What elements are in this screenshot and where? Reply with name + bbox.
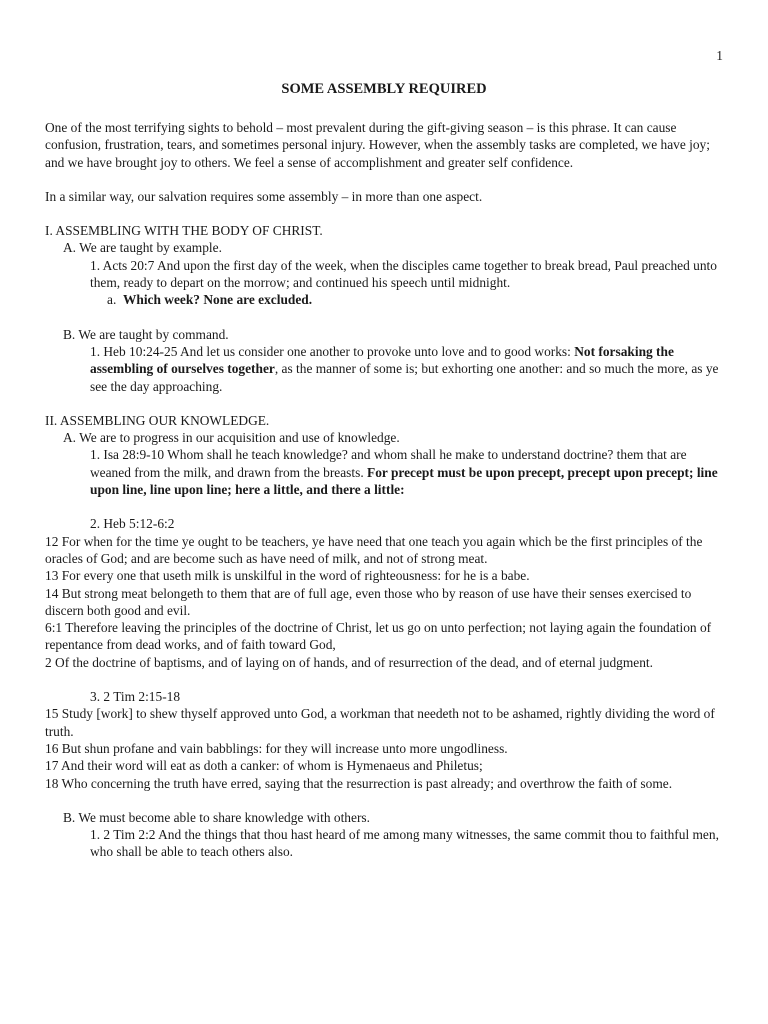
section-2-b1-tim: 1. 2 Tim 2:2 And the things that thou hast heard of me among many witnesses, the same commit thou to faithful men, who shall be able to teach others also. xyxy=(90,827,719,860)
section-2-a2-heb: 2. Heb 5:12-6:2 xyxy=(90,516,175,532)
document-body xyxy=(45,119,725,861)
heb-verse: 12 For when for the time ye ought to be teachers, ye have need that one teach you again which be the first principles of the oracles of God; and are become such as have need of milk, and not of strong meat. xyxy=(45,533,703,566)
section-2-a3-tim: 3. 2 Tim 2:15-18 xyxy=(90,689,181,705)
heb-verse: 14 But strong meat belongeth to them that are of full age, even those who by reason of use have their senses exercised to discern both good and evil. xyxy=(45,585,692,618)
tim-verse: 18 Who concerning the truth have erred, saying that the resurrection is past already; and overthrow the faith of some. xyxy=(45,775,673,791)
tim-verse: 17 And their word will eat as doth a canker: of whom is Hymenaeus and Philetus; xyxy=(45,758,483,774)
heb-verse: 6:1 Therefore leaving the principles of the doctrine of Christ, let us go on unto perfection; not laying again the foundation of repentance from dead works, and of faith toward God, xyxy=(45,620,712,653)
section-1-a1-acts: 1. Acts 20:7 And upon the first day of the week, when the disciples came together to break bread, Paul preached unto them, ready to depart on the morrow; and continued his speech until midnight. xyxy=(90,257,717,291)
a1-text-pre: 1. Isa 28:9-10 Whom shall he teach knowledge? and whom shall he make to understand doctrine? them that are weaned from the milk, and drawn from the breasts. xyxy=(90,447,687,480)
b1-text-bold: Not forsaking the assembling of ourselves together xyxy=(90,343,674,377)
page-number: 1 xyxy=(716,48,723,63)
section-2-a1-isa xyxy=(45,446,725,498)
heb-verse: 2 Of the doctrine of baptisms, and of laying on of hands, and of resurrection of the dead, and of eternal judgment. xyxy=(45,654,653,670)
document-title: SOME ASSEMBLY REQUIRED xyxy=(281,81,487,97)
b1-text-post: , as the manner of some is; but exhorting one another: and so much the more, as ye see the day approaching. xyxy=(90,361,719,394)
a1a-marker: a. xyxy=(107,292,117,308)
tim-verse: 16 But shun profane and vain babblings: for they will increase unto more ungodliness. xyxy=(45,740,508,756)
tim-verse: 15 Study [work] to shew thyself approved unto God, a workman that needeth not to be ashamed, rightly dividing the word of truth. xyxy=(45,706,715,739)
section-1-heading: I. ASSEMBLING WITH THE BODY OF CHRIST. xyxy=(45,223,323,239)
section-2-point-a: A. We are to progress in our acquisition and use of knowledge. xyxy=(63,430,400,446)
heb-verse: 13 For every one that useth milk is unskilful in the word of righteousness: for he is a babe. xyxy=(45,568,530,584)
section-1-a1a xyxy=(45,291,725,308)
section-1-b1-heb xyxy=(45,343,725,395)
intro-paragraph: One of the most terrifying sights to behold – most prevalent during the gift-giving season – is this phrase. It can cause confusion, frustration, tears, and sometimes personal injury. However, when the assembly tasks are completed, we have joy; and we have brought joy to others. We feel a sense of accomplishment and greater self confidence. xyxy=(45,120,710,170)
section-2-point-b: B. We must become able to share knowledge with others. xyxy=(63,809,370,825)
section-1-point-b: B. We are taught by command. xyxy=(63,326,229,342)
similar-paragraph: In a similar way, our salvation requires some assembly – in more than one aspect. xyxy=(45,188,483,204)
section-2-heading: II. ASSEMBLING OUR KNOWLEDGE. xyxy=(45,412,270,428)
a1a-text: Which week? None are excluded. xyxy=(123,292,313,308)
a1-text-bold: For precept must be upon precept, precept upon precept; line upon line, line upon line; here a little, and there a little: xyxy=(90,464,718,498)
section-1-point-a: A. We are taught by example. xyxy=(63,240,222,256)
b1-text-pre: 1. Heb 10:24-25 And let us consider one another to provoke unto love and to good works: xyxy=(90,343,575,359)
